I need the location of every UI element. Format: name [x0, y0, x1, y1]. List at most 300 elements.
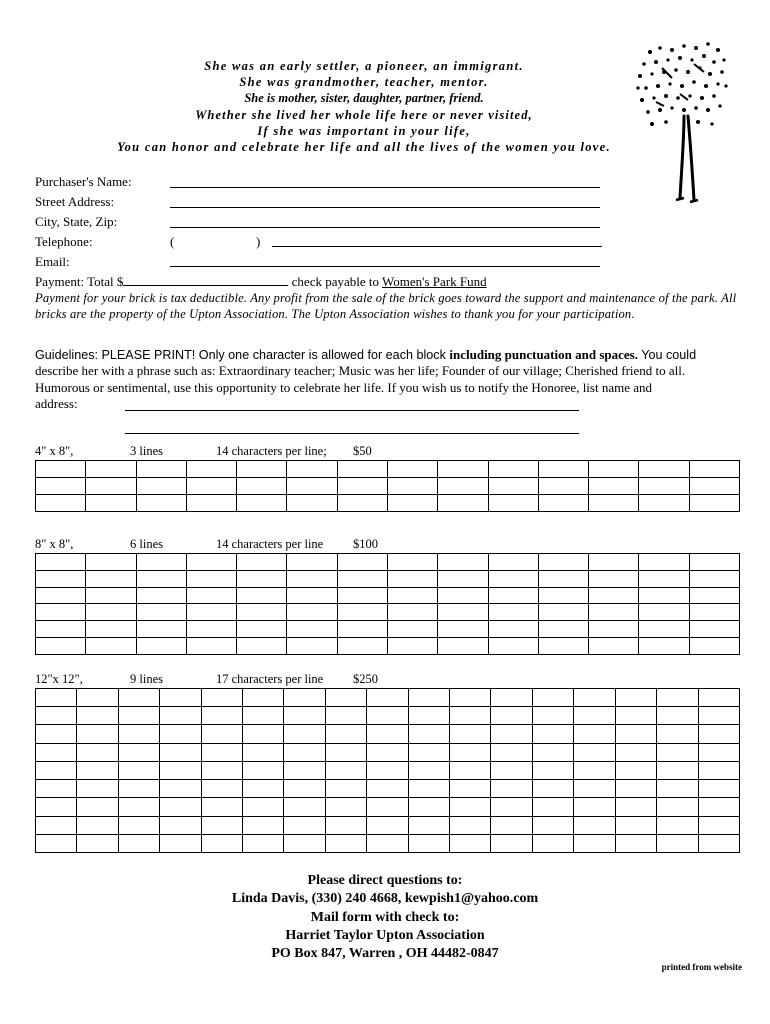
character-block[interactable]: [118, 725, 159, 743]
character-block[interactable]: [237, 554, 287, 571]
character-block[interactable]: [615, 834, 656, 852]
character-block[interactable]: [186, 604, 236, 621]
character-block[interactable]: [287, 621, 337, 638]
character-block[interactable]: [36, 780, 77, 798]
character-block[interactable]: [491, 834, 532, 852]
character-block[interactable]: [615, 743, 656, 761]
character-block[interactable]: [589, 495, 639, 512]
character-block[interactable]: [201, 707, 242, 725]
character-block[interactable]: [186, 478, 236, 495]
character-block[interactable]: [325, 780, 366, 798]
purchaser-name-line[interactable]: [170, 187, 600, 188]
character-block[interactable]: [186, 621, 236, 638]
character-block[interactable]: [86, 638, 136, 655]
character-block[interactable]: [86, 554, 136, 571]
character-block[interactable]: [589, 604, 639, 621]
character-block[interactable]: [657, 725, 698, 743]
character-block[interactable]: [639, 495, 689, 512]
character-block[interactable]: [488, 570, 538, 587]
character-block[interactable]: [538, 587, 588, 604]
character-block[interactable]: [639, 478, 689, 495]
character-block[interactable]: [86, 621, 136, 638]
character-block[interactable]: [77, 725, 118, 743]
character-block[interactable]: [325, 725, 366, 743]
character-block[interactable]: [538, 638, 588, 655]
character-block[interactable]: [639, 570, 689, 587]
character-block[interactable]: [532, 707, 573, 725]
character-block[interactable]: [237, 478, 287, 495]
character-block[interactable]: [86, 495, 136, 512]
character-block[interactable]: [243, 834, 284, 852]
character-block[interactable]: [532, 780, 573, 798]
character-block[interactable]: [287, 570, 337, 587]
character-block[interactable]: [77, 834, 118, 852]
character-block[interactable]: [387, 554, 437, 571]
character-block[interactable]: [538, 478, 588, 495]
character-block[interactable]: [657, 743, 698, 761]
character-block[interactable]: [337, 495, 387, 512]
character-block[interactable]: [450, 743, 491, 761]
character-block[interactable]: [36, 478, 86, 495]
character-block[interactable]: [574, 743, 615, 761]
character-block[interactable]: [201, 725, 242, 743]
character-block[interactable]: [387, 638, 437, 655]
character-block[interactable]: [438, 604, 488, 621]
character-block[interactable]: [160, 743, 201, 761]
character-block[interactable]: [438, 587, 488, 604]
character-block[interactable]: [36, 570, 86, 587]
character-block[interactable]: [450, 725, 491, 743]
character-block[interactable]: [136, 570, 186, 587]
character-block[interactable]: [287, 495, 337, 512]
character-block[interactable]: [86, 478, 136, 495]
character-block[interactable]: [325, 834, 366, 852]
poem-line-6: You can honor and celebrate her life and all the lives of the women you love.: [117, 140, 611, 155]
character-block[interactable]: [136, 554, 186, 571]
character-block[interactable]: [532, 761, 573, 779]
character-block[interactable]: [160, 780, 201, 798]
character-block[interactable]: [408, 725, 449, 743]
character-block[interactable]: [367, 725, 408, 743]
character-block[interactable]: [201, 798, 242, 816]
character-block[interactable]: [367, 816, 408, 834]
character-block[interactable]: [160, 798, 201, 816]
city-state-zip-line[interactable]: [170, 227, 600, 228]
character-block[interactable]: [698, 834, 740, 852]
character-block[interactable]: [77, 743, 118, 761]
telephone-line[interactable]: [272, 246, 602, 247]
character-block[interactable]: [201, 761, 242, 779]
character-block[interactable]: [36, 461, 86, 478]
character-block[interactable]: [284, 816, 325, 834]
character-block[interactable]: [589, 621, 639, 638]
character-block[interactable]: [86, 587, 136, 604]
character-block[interactable]: [615, 798, 656, 816]
character-block[interactable]: [36, 587, 86, 604]
character-block[interactable]: [450, 780, 491, 798]
character-block[interactable]: [243, 707, 284, 725]
character-block[interactable]: [438, 570, 488, 587]
character-block[interactable]: [36, 834, 77, 852]
character-block[interactable]: [367, 834, 408, 852]
character-block[interactable]: [118, 780, 159, 798]
character-block[interactable]: [337, 478, 387, 495]
character-block[interactable]: [488, 638, 538, 655]
character-block[interactable]: [36, 761, 77, 779]
grid-row: [36, 554, 740, 571]
character-block[interactable]: [657, 761, 698, 779]
character-block[interactable]: [639, 554, 689, 571]
character-block[interactable]: [337, 554, 387, 571]
character-block[interactable]: [136, 621, 186, 638]
character-block[interactable]: [488, 478, 538, 495]
character-block[interactable]: [284, 834, 325, 852]
character-block[interactable]: [201, 780, 242, 798]
character-block[interactable]: [284, 743, 325, 761]
character-block[interactable]: [160, 761, 201, 779]
character-block[interactable]: [284, 780, 325, 798]
character-block[interactable]: [589, 554, 639, 571]
character-block[interactable]: [574, 780, 615, 798]
payment-total-blank[interactable]: [123, 273, 288, 286]
character-block[interactable]: [408, 761, 449, 779]
character-block[interactable]: [408, 798, 449, 816]
character-block[interactable]: [689, 478, 739, 495]
character-block[interactable]: [698, 780, 740, 798]
character-block[interactable]: [408, 707, 449, 725]
character-block[interactable]: [136, 461, 186, 478]
character-block[interactable]: [615, 780, 656, 798]
character-block[interactable]: [689, 638, 739, 655]
character-block[interactable]: [337, 587, 387, 604]
character-block[interactable]: [698, 743, 740, 761]
character-block[interactable]: [639, 638, 689, 655]
character-block[interactable]: [243, 725, 284, 743]
character-block[interactable]: [538, 604, 588, 621]
character-block[interactable]: [287, 461, 337, 478]
character-block[interactable]: [689, 461, 739, 478]
character-block[interactable]: [284, 725, 325, 743]
character-block[interactable]: [387, 587, 437, 604]
character-block[interactable]: [689, 621, 739, 638]
character-block[interactable]: [243, 689, 284, 707]
character-block[interactable]: [589, 461, 639, 478]
payment-line: [35, 273, 487, 290]
character-block[interactable]: [118, 743, 159, 761]
guidelines-examples: describe her with a phrase such as: Extraordinary teacher; Music was her life; Founder of our village; Cherished friend to all.: [35, 363, 686, 379]
character-block[interactable]: [136, 587, 186, 604]
character-block[interactable]: [639, 621, 689, 638]
character-block[interactable]: [491, 798, 532, 816]
character-block[interactable]: [589, 478, 639, 495]
character-block[interactable]: [367, 780, 408, 798]
character-block[interactable]: [698, 816, 740, 834]
character-block[interactable]: [538, 554, 588, 571]
character-block[interactable]: [243, 761, 284, 779]
character-block[interactable]: [689, 554, 739, 571]
street-address-line[interactable]: [170, 207, 600, 208]
character-block[interactable]: [284, 798, 325, 816]
character-block[interactable]: [325, 707, 366, 725]
character-block[interactable]: [574, 816, 615, 834]
character-block[interactable]: [615, 816, 656, 834]
character-block[interactable]: [77, 689, 118, 707]
character-block[interactable]: [488, 554, 538, 571]
grid-row: [36, 478, 740, 495]
character-block[interactable]: [186, 587, 236, 604]
character-block[interactable]: [387, 478, 437, 495]
character-block[interactable]: [574, 761, 615, 779]
character-block[interactable]: [387, 604, 437, 621]
character-block[interactable]: [615, 707, 656, 725]
character-block[interactable]: [201, 834, 242, 852]
character-block[interactable]: [657, 707, 698, 725]
character-block[interactable]: [438, 495, 488, 512]
character-block[interactable]: [438, 621, 488, 638]
character-block[interactable]: [284, 707, 325, 725]
grid-row: [36, 495, 740, 512]
character-block[interactable]: [237, 587, 287, 604]
character-block[interactable]: [408, 834, 449, 852]
character-block[interactable]: [160, 816, 201, 834]
character-block[interactable]: [488, 461, 538, 478]
character-block[interactable]: [337, 604, 387, 621]
questions-heading: Please direct questions to:: [307, 873, 463, 888]
character-block[interactable]: [325, 743, 366, 761]
character-block[interactable]: [136, 478, 186, 495]
character-block[interactable]: [36, 689, 77, 707]
character-block[interactable]: [574, 834, 615, 852]
brick-lines-12x12: 9 lines: [130, 672, 163, 686]
character-block[interactable]: [639, 604, 689, 621]
character-block[interactable]: [657, 816, 698, 834]
character-block[interactable]: [243, 780, 284, 798]
character-block[interactable]: [450, 761, 491, 779]
character-block[interactable]: [186, 554, 236, 571]
character-block[interactable]: [36, 816, 77, 834]
character-block[interactable]: [77, 761, 118, 779]
character-block[interactable]: [488, 604, 538, 621]
character-block[interactable]: [186, 570, 236, 587]
character-block[interactable]: [367, 743, 408, 761]
character-block[interactable]: [36, 604, 86, 621]
character-block[interactable]: [532, 743, 573, 761]
character-block[interactable]: [325, 761, 366, 779]
character-block[interactable]: [698, 725, 740, 743]
character-block[interactable]: [36, 743, 77, 761]
character-block[interactable]: [574, 798, 615, 816]
character-block[interactable]: [36, 554, 86, 571]
character-block[interactable]: [589, 570, 639, 587]
character-block[interactable]: [284, 761, 325, 779]
character-block[interactable]: [237, 461, 287, 478]
brick-chars-4x8: 14 characters per line;: [216, 444, 327, 458]
character-block[interactable]: [36, 638, 86, 655]
character-block[interactable]: [450, 689, 491, 707]
grid-row: [36, 834, 740, 852]
character-block[interactable]: [287, 478, 337, 495]
character-block[interactable]: [287, 604, 337, 621]
character-block[interactable]: [337, 570, 387, 587]
character-block[interactable]: [488, 621, 538, 638]
character-block[interactable]: [201, 689, 242, 707]
character-block[interactable]: [698, 707, 740, 725]
character-block[interactable]: [438, 478, 488, 495]
character-block[interactable]: [657, 689, 698, 707]
character-block[interactable]: [86, 461, 136, 478]
character-block[interactable]: [589, 638, 639, 655]
character-block[interactable]: [689, 604, 739, 621]
character-block[interactable]: [538, 570, 588, 587]
character-block[interactable]: [689, 495, 739, 512]
character-block[interactable]: [532, 689, 573, 707]
character-block[interactable]: [538, 495, 588, 512]
character-block[interactable]: [186, 461, 236, 478]
character-block[interactable]: [77, 780, 118, 798]
character-block[interactable]: [387, 495, 437, 512]
character-block[interactable]: [201, 743, 242, 761]
poem-line-3: She is mother, sister, daughter, partner, friend.: [244, 91, 484, 106]
character-block[interactable]: [160, 689, 201, 707]
character-block[interactable]: [160, 707, 201, 725]
character-block[interactable]: [237, 495, 287, 512]
character-block[interactable]: [491, 707, 532, 725]
character-block[interactable]: [118, 798, 159, 816]
character-block[interactable]: [532, 834, 573, 852]
character-block[interactable]: [491, 780, 532, 798]
character-block[interactable]: [450, 834, 491, 852]
character-block[interactable]: [491, 761, 532, 779]
character-block[interactable]: [287, 638, 337, 655]
character-block[interactable]: [325, 689, 366, 707]
character-block[interactable]: [438, 554, 488, 571]
character-block[interactable]: [488, 587, 538, 604]
character-block[interactable]: [589, 587, 639, 604]
address-line-2[interactable]: [125, 433, 579, 434]
character-block[interactable]: [77, 707, 118, 725]
character-block[interactable]: [186, 495, 236, 512]
character-block[interactable]: [287, 587, 337, 604]
character-block[interactable]: [118, 761, 159, 779]
character-block[interactable]: [118, 834, 159, 852]
character-block[interactable]: [450, 707, 491, 725]
grid-row: [36, 621, 740, 638]
grid-row: [36, 707, 740, 725]
character-block[interactable]: [160, 834, 201, 852]
character-block[interactable]: [36, 707, 77, 725]
character-block[interactable]: [36, 725, 77, 743]
character-block[interactable]: [450, 816, 491, 834]
character-block[interactable]: [284, 689, 325, 707]
character-block[interactable]: [118, 707, 159, 725]
character-block[interactable]: [438, 638, 488, 655]
character-block[interactable]: [367, 761, 408, 779]
character-block[interactable]: [325, 798, 366, 816]
character-block[interactable]: [186, 638, 236, 655]
character-block[interactable]: [698, 761, 740, 779]
character-block[interactable]: [698, 798, 740, 816]
character-block[interactable]: [657, 834, 698, 852]
character-block[interactable]: [689, 587, 739, 604]
character-block[interactable]: [237, 621, 287, 638]
character-block[interactable]: [574, 725, 615, 743]
character-block[interactable]: [408, 689, 449, 707]
character-block[interactable]: [387, 570, 437, 587]
character-block[interactable]: [367, 798, 408, 816]
character-block[interactable]: [450, 798, 491, 816]
character-block[interactable]: [243, 798, 284, 816]
character-block[interactable]: [237, 570, 287, 587]
character-block[interactable]: [532, 816, 573, 834]
character-block[interactable]: [698, 689, 740, 707]
character-block[interactable]: [325, 816, 366, 834]
character-block[interactable]: [36, 495, 86, 512]
address-line-1[interactable]: [125, 410, 579, 411]
character-block[interactable]: [657, 798, 698, 816]
character-block[interactable]: [574, 707, 615, 725]
character-block[interactable]: [160, 725, 201, 743]
character-block[interactable]: [337, 621, 387, 638]
character-block[interactable]: [36, 621, 86, 638]
character-block[interactable]: [77, 816, 118, 834]
character-block[interactable]: [408, 780, 449, 798]
character-block[interactable]: [657, 780, 698, 798]
character-block[interactable]: [287, 554, 337, 571]
character-block[interactable]: [337, 461, 387, 478]
character-block[interactable]: [86, 570, 136, 587]
character-block[interactable]: [387, 621, 437, 638]
character-block[interactable]: [237, 638, 287, 655]
character-block[interactable]: [538, 461, 588, 478]
character-block[interactable]: [136, 495, 186, 512]
character-block[interactable]: [438, 461, 488, 478]
email-line[interactable]: [170, 266, 600, 267]
character-block[interactable]: [136, 638, 186, 655]
character-block[interactable]: [118, 816, 159, 834]
character-block[interactable]: [243, 743, 284, 761]
character-block[interactable]: [36, 798, 77, 816]
character-block[interactable]: [615, 689, 656, 707]
character-block[interactable]: [615, 761, 656, 779]
character-block[interactable]: [538, 621, 588, 638]
character-block[interactable]: [491, 816, 532, 834]
character-block[interactable]: [86, 604, 136, 621]
character-block[interactable]: [689, 570, 739, 587]
character-block[interactable]: [408, 743, 449, 761]
character-block[interactable]: [488, 495, 538, 512]
character-block[interactable]: [77, 798, 118, 816]
character-block[interactable]: [243, 816, 284, 834]
character-block[interactable]: [408, 816, 449, 834]
character-block[interactable]: [574, 689, 615, 707]
character-block[interactable]: [387, 461, 437, 478]
character-block[interactable]: [237, 604, 287, 621]
character-block[interactable]: [136, 604, 186, 621]
character-block[interactable]: [337, 638, 387, 655]
character-block[interactable]: [367, 707, 408, 725]
character-block[interactable]: [639, 587, 689, 604]
character-block[interactable]: [532, 798, 573, 816]
character-block[interactable]: [491, 725, 532, 743]
character-block[interactable]: [532, 725, 573, 743]
character-block[interactable]: [615, 725, 656, 743]
character-block[interactable]: [201, 816, 242, 834]
character-block[interactable]: [367, 689, 408, 707]
character-block[interactable]: [491, 743, 532, 761]
character-block[interactable]: [118, 689, 159, 707]
character-block[interactable]: [491, 689, 532, 707]
character-block[interactable]: [639, 461, 689, 478]
